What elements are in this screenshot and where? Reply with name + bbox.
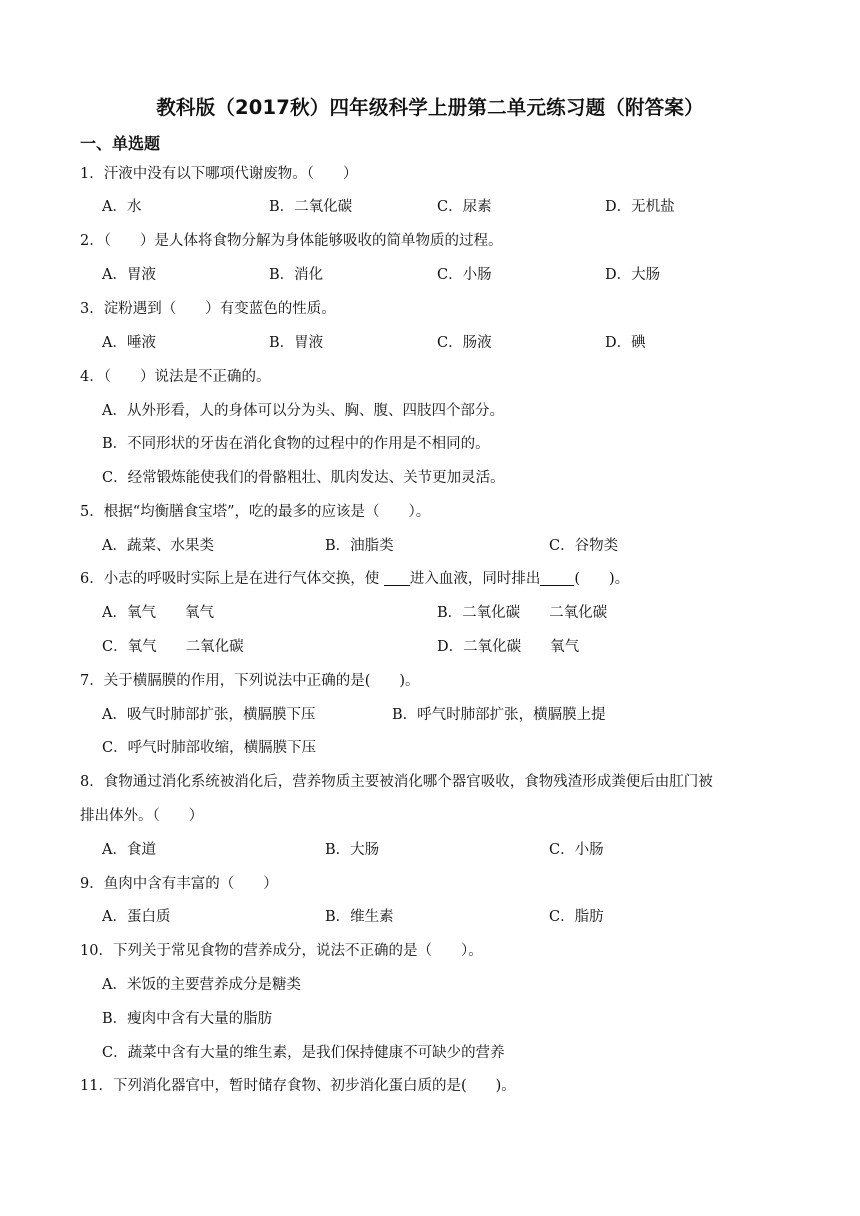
q6-option-c: C．氧气 二氧化碳: [102, 639, 244, 655]
q1-option-d: D．无机盐: [605, 199, 675, 215]
section-heading: 一、单选题: [80, 134, 161, 153]
q3-option-c: C．肠液: [437, 335, 492, 351]
q7-option-a: A．吸气时肺部扩张，横膈膜下压: [102, 707, 316, 723]
q6-option-b: B．二氧化碳 二氧化碳: [437, 605, 608, 621]
q6-stem-part-2: 进入血液，同时排出: [409, 571, 541, 587]
question-5: 5．根据“均衡膳食宝塔”，吃的最多的应该是（ ）。: [80, 504, 431, 520]
q8-option-c: C．小肠: [549, 842, 604, 858]
q4-option-a: A．从外形看，人的身体可以分为头、胸、腹、四肢四个部分。: [102, 403, 504, 419]
q2-option-b: B．消化: [269, 267, 324, 283]
q8-option-b: B．大肠: [325, 842, 380, 858]
question-3: 3．淀粉遇到（ ）有变蓝色的性质。: [80, 301, 336, 317]
q3-option-d: D．碘: [605, 335, 646, 351]
q6-stem-part-3: ( )。: [574, 571, 630, 587]
question-8-continued: 排出体外。（ ）: [80, 808, 204, 824]
q10-option-a: A．米饭的主要营养成分是糖类: [102, 977, 301, 993]
q6-blank-1: [384, 570, 410, 586]
q3-option-a: A．唾液: [102, 335, 156, 351]
q1-option-a: A．水: [102, 199, 142, 215]
q5-option-c: C．谷物类: [549, 538, 619, 554]
q7-option-c: C．呼气时肺部收缩，横膈膜下压: [102, 740, 317, 756]
q7-option-b: B．呼气时肺部扩张，横膈膜上提: [392, 707, 606, 723]
question-7: 7．关于横膈膜的作用，下列说法中正确的是( )。: [80, 673, 420, 689]
question-6: [80, 567, 629, 588]
question-4: 4．（ ）说法是不正确的。: [80, 369, 271, 385]
q6-stem-part-1: 6．小志的呼吸时实际上是在进行气体交换，使: [80, 571, 384, 587]
q1-option-b: B．二氧化碳: [269, 199, 353, 215]
q6-option-a: A．氧气 氧气: [102, 605, 214, 621]
question-8: 8．食物通过消化系统被消化后，营养物质主要被消化哪个器官吸收，食物残渣形成粪便后由肛门被: [80, 774, 713, 790]
q1-option-c: C．尿素: [437, 199, 492, 215]
q9-option-b: B．维生素: [325, 909, 394, 925]
q10-option-b: B．瘦肉中含有大量的脂肪: [102, 1011, 273, 1027]
q9-option-a: A．蛋白质: [102, 909, 171, 925]
q4-option-c: C．经常锻炼能使我们的骨骼粗壮、肌肉发达、关节更加灵活。: [102, 470, 505, 486]
q2-option-d: D．大肠: [605, 267, 661, 283]
q6-option-d: D．二氧化碳 氧气: [437, 639, 580, 655]
q2-option-a: A．胃液: [102, 267, 156, 283]
q6-blank-2: [540, 570, 574, 586]
q3-option-b: B．胃液: [269, 335, 324, 351]
question-11: 11．下列消化器官中，暂时储存食物、初步消化蛋白质的是( )。: [80, 1078, 516, 1094]
document-title: 教科版（2017秋）四年级科学上册第二单元练习题（附答案）: [156, 96, 704, 119]
q8-option-a: A．食道: [102, 842, 156, 858]
question-2: 2．（ ）是人体将食物分解为身体能够吸收的简单物质的过程。: [80, 233, 503, 249]
q5-option-a: A．蔬菜、水果类: [102, 538, 214, 554]
q10-option-c: C．蔬菜中含有大量的维生素，是我们保持健康不可缺少的营养: [102, 1045, 505, 1061]
q5-option-b: B．油脂类: [325, 538, 394, 554]
q4-option-b: B．不同形状的牙齿在消化食物的过程中的作用是不相同的。: [102, 436, 490, 452]
question-1: 1．汗液中没有以下哪项代谢废物。（ ）: [80, 166, 358, 182]
q9-option-c: C．脂肪: [549, 909, 604, 925]
q2-option-c: C．小肠: [437, 267, 492, 283]
question-10: 10．下列关于常见食物的营养成分，说法不正确的是（ ）。: [80, 943, 483, 959]
question-9: 9．鱼肉中含有丰富的（ ）: [80, 876, 278, 892]
